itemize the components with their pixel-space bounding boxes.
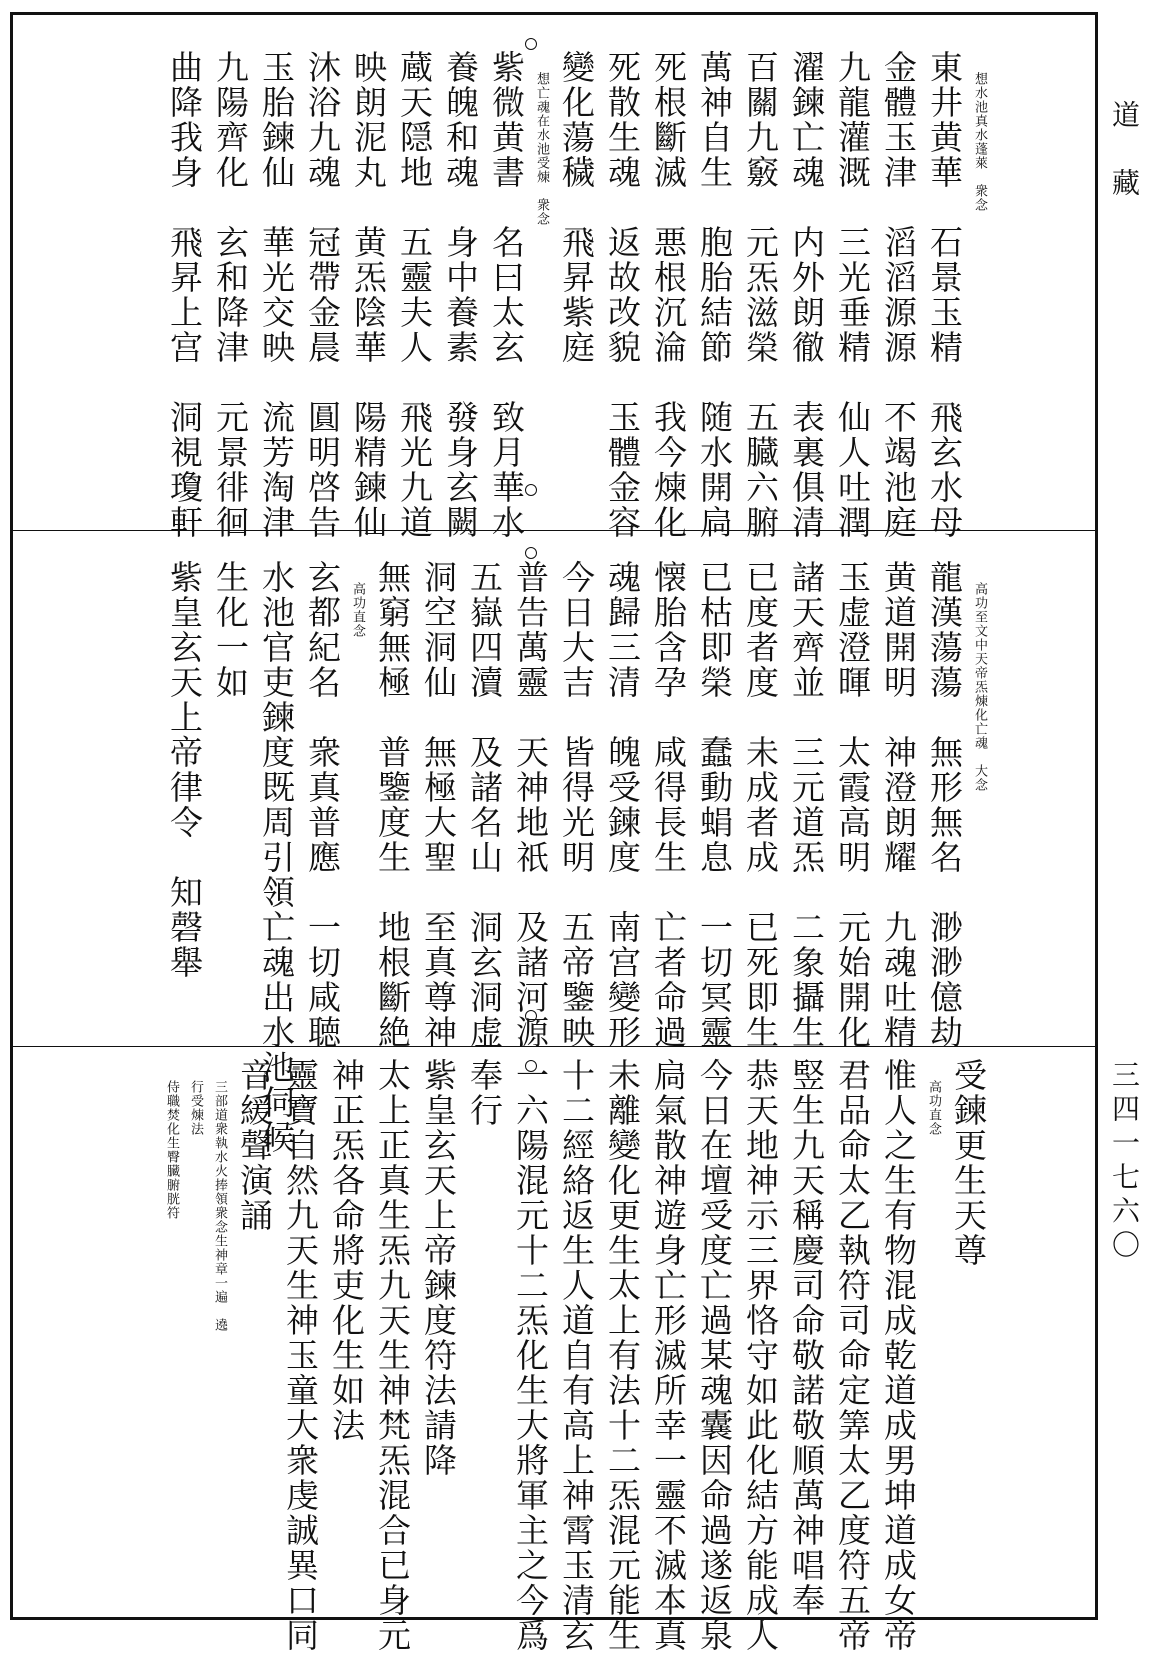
text-column: 九龍灌溉 三光垂精 仙人吐潤 — [833, 50, 872, 540]
text-column: 萬神自生 胞胎結節 随水開扃 — [695, 50, 734, 540]
text-column: 太上正真生炁九天生神梵炁混合已身元 — [373, 1058, 412, 1653]
text-column: 已枯即榮 蠢動蜎息 一切冥靈 — [695, 560, 734, 1050]
text-column: 百關九竅 元炁滋榮 五臓六腑 — [741, 50, 780, 540]
text-column: 受鍊更生天尊 — [949, 1058, 988, 1268]
text-column: 諸天齊並 三元道炁 二象攝生 — [787, 560, 826, 1050]
side-title: 道 藏 — [1108, 100, 1141, 202]
text-column: 沐浴九魂 冠帶金晨 圓明啓告 — [303, 50, 342, 540]
text-column: 想水池真水蓬萊 衆念 — [972, 72, 987, 212]
text-column: 玉胎鍊仙 華光交映 流芳淘津 — [257, 50, 296, 540]
text-column: 洞空洞仙 無極大聖 至真尊神 — [419, 560, 458, 1050]
text-column: 音緩聲演誦 — [235, 1058, 274, 1233]
text-panel-3 — [60, 1058, 990, 1653]
text-column: 行受煉法 — [188, 1080, 203, 1136]
text-column: 映朗泥丸 黄炁陰華 陽精鍊仙 — [349, 50, 388, 540]
text-column: 奉行 — [465, 1058, 504, 1128]
text-column: 扃氣散神遊身亡形滅所幸一靈不滅本真 — [649, 1058, 688, 1653]
text-column: 已度者度 未成者成 已死即生 — [741, 560, 780, 1050]
text-column: 靈寶自然九天生神玉童大衆虔誠異口同 — [281, 1058, 320, 1653]
text-column: 高功直念 — [926, 1080, 941, 1136]
text-column: 五嶽四瀆 及諸名山 洞玄洞虚 — [465, 560, 504, 1050]
text-column: 龍漢蕩蕩 無形無名 渺渺億劫 — [925, 560, 964, 1050]
text-column: 高功直念 — [350, 582, 365, 638]
text-column: 變化蕩穢 飛昇紫庭 — [557, 50, 596, 365]
text-column: 神正炁各命將吏化生如法 — [327, 1058, 366, 1443]
bullet-mark — [525, 547, 537, 559]
text-column: 紫微黄書 名曰太玄 致月華水 — [487, 50, 526, 540]
text-column: 君品命太乙執符司命定筭太乙度符五帝 — [833, 1058, 872, 1653]
text-column: 普告萬靈 天神地祇 及諸河源 — [511, 560, 550, 1050]
text-column: 無窮無極 普鑒度生 地根斷絶 — [373, 560, 412, 1050]
text-column: 蔵天隠地 五靈夫人 飛光九道 — [395, 50, 434, 540]
text-column: 金體玉津 滔滔源源 不竭池庭 — [879, 50, 918, 540]
text-column: 一六陽混元十二炁化生大將軍主之今爲 — [511, 1058, 550, 1653]
bullet-mark — [525, 38, 537, 50]
text-panel-1 — [60, 50, 990, 540]
text-column: 水池官吏鍊度既周引領亡魂出水池伺候 — [257, 560, 296, 1155]
text-column: 未離變化更生太上有法十二炁混元能生 — [603, 1058, 642, 1653]
text-column: 東井黄華 石景玉精 飛玄水母 — [925, 50, 964, 540]
text-column: 曲降我身 飛昇上宫 洞視瓊軒 — [165, 50, 204, 540]
text-column: 魂歸三清 魄受鍊度 南宫變形 — [603, 560, 642, 1050]
text-column: 十二經絡返生人道自有高上神霄玉清玄 — [557, 1058, 596, 1653]
text-column: 侍職焚化生臀臓腑胱符 — [164, 1080, 179, 1220]
text-column: 紫皇玄天上帝律令 知磬舉 — [165, 560, 204, 980]
text-column: 玄都紀名 衆真普應 一切咸聴 — [303, 560, 342, 1050]
text-column: 惟人之生有物混成乾道成男坤道成女帝 — [879, 1058, 918, 1653]
text-column: 竪生九天稱慶司命敬諾敬順萬神唱奉 — [787, 1058, 826, 1618]
text-column: 死根斷滅 悪根沉淪 我今煉化 — [649, 50, 688, 540]
text-column: 九陽齊化 玄和降津 元景徘徊 — [211, 50, 250, 540]
text-column: 濯鍊亡魂 内外朗徹 表裏俱清 — [787, 50, 826, 540]
text-column: 今日大吉 皆得光明 五帝鑒映 — [557, 560, 596, 1050]
text-column: 高功至文中天帝炁煉化亡魂 大念 — [972, 582, 987, 792]
text-column: 想亡魂在水池受煉 衆念 — [534, 72, 549, 226]
text-column: 今日在壇受度亡過某魂囊因命過遂返泉 — [695, 1058, 734, 1653]
text-column: 養魄和魂 身中養素 發身玄闕 — [441, 50, 480, 540]
text-column: 玉虚澄暉 太霞高明 元始開化 — [833, 560, 872, 1050]
text-column: 三部道衆執水火捧領衆念生神章一遍 遶 — [212, 1080, 227, 1332]
text-column: 懐胎含孕 咸得長生 亡者命過 — [649, 560, 688, 1050]
text-column: 紫皇玄天上帝鍊度符法請降 — [419, 1058, 458, 1478]
text-column: 死散生魂 返故改貌 玉體金容 — [603, 50, 642, 540]
text-column: 恭天地神示三界恪守如此化結方能成人 — [741, 1058, 780, 1653]
page-number: 三四一七六〇 — [1108, 1060, 1141, 1264]
text-column: 黄道開明 神澄朗耀 九魂吐精 — [879, 560, 918, 1050]
text-column: 生化一如 — [211, 560, 250, 700]
